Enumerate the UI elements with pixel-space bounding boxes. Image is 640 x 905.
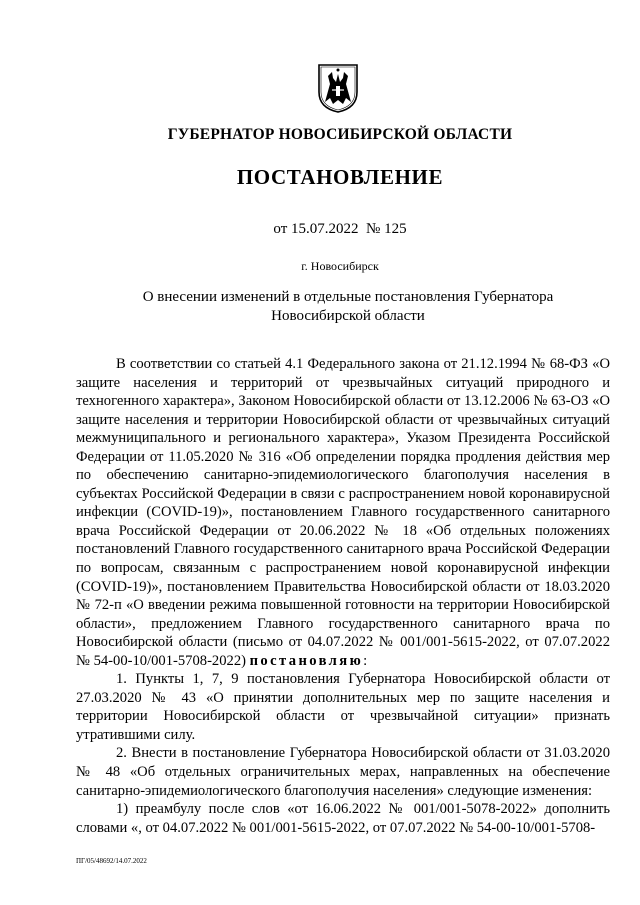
subject-line-2: Новосибирской области (271, 308, 425, 324)
item-2-paragraph: 2. Внести в постановление Губернатора Новосибирской области от 31.03.2020 № 48 «Об отдельных ограничительных мерах, направленных на обеспечение санитарно-эпидемиологического благополучия населения» следующие изменения: (76, 745, 610, 799)
item-2-1-paragraph: 1) преамбулу после слов «от 16.06.2022 № 001/001-5078-2022» дополнить словами «, от 04.07.2022 № 001/001-5615-2022, от 07.07.2022 № 54-00-10/001-5708- (76, 801, 610, 836)
decree-colon: : (363, 652, 368, 669)
issuer-heading: ГУБЕРНАТОР НОВОСИБИРСКОЙ ОБЛАСТИ (167, 126, 513, 143)
registration-footer: ПГ/05/48692/14.07.2022 (76, 857, 147, 865)
preamble-paragraph (76, 355, 610, 670)
subject-line-1: О внесении изменений в отдельные постановления Губернатора (142, 289, 554, 305)
place-of-issue: г. Новосибирск (301, 259, 379, 273)
date-and-number: от 15.07.2022 № 125 (273, 221, 407, 237)
document-body (76, 355, 610, 837)
item-1-paragraph: 1. Пункты 1, 7, 9 постановления Губернатора Новосибирской области от 27.03.2020 № 43 «О принятии дополнительных мер по защите населения и территории Новосибирской области от чрезвычайной ситуации» признать утратившими силу. (76, 671, 610, 743)
document-type-title: ПОСТАНОВЛЕНИЕ (236, 165, 444, 189)
decree-word: постановляю (249, 652, 364, 669)
document-subject (118, 288, 578, 326)
preamble-text: В соответствии со статьей 4.1 Федерального закона от 21.12.1994 № 68-ФЗ «О защите населения и территорий от чрезвычайных ситуаций природного и техногенного характера», Законом Новосибирской области от 13.12.2006 № 63-ОЗ «О защите населения и территории Новосибирской области от чрезвычайных ситуаций межмуниципального и регионального характера», Указом Президента Российской Федерации от 11.05.2020 № 316 «Об определении порядка продления действия мер по обеспечению санитарно-эпидемиологического благополучия населения в субъектах Российской Федерации в связи с распространением новой коронавирусной инфекции (COVID-19)», постановлением Главного государственного санитарного врача Российской Федерации от 20.06.2022 № 18 «Об отдельных положениях постановлений Главного государственного санитарного врача Российской Федерации по вопросам, связанным с распространением новой коронавирусной инфекции (COVID-19)», постановлением Правительства Новосибирской области от 18.03.2020 № 72-п «О введении режима повышенной готовности на территории Новосибирской области», предложением Главного государственного санитарного врача по Новосибирской области (письмо от 04.07.2022 № 001/001-5615-2022, от 07.07.2022 № 54-00-10/001-5708-2022) (76, 356, 610, 669)
coat-of-arms-icon (316, 62, 360, 114)
